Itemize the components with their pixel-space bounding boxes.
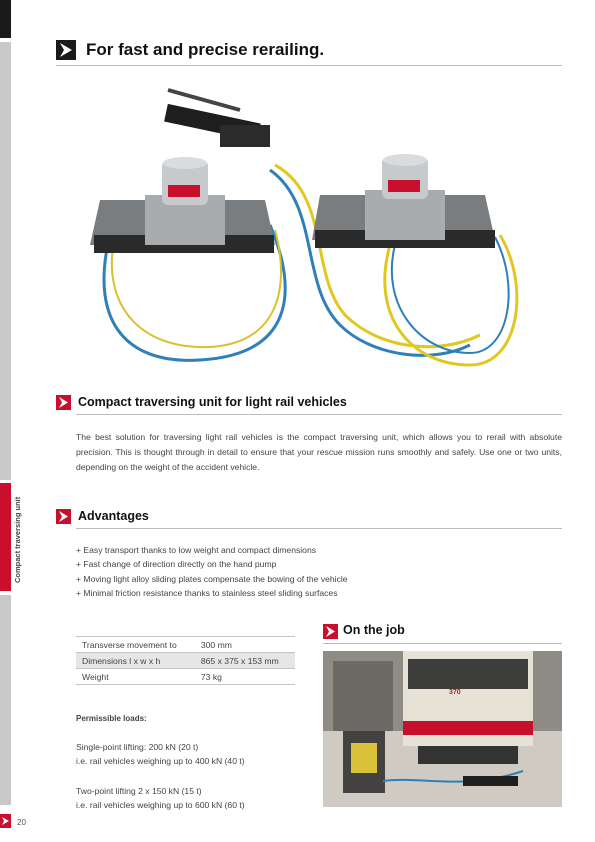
sidebar-top-block — [0, 0, 11, 38]
title-arrow-icon — [56, 40, 76, 60]
table-row — [76, 637, 295, 653]
on-the-job-photo — [323, 651, 562, 807]
load-line: i.e. rail vehicles weighing up to 400 kN (40 t) — [76, 755, 245, 766]
advantages-list — [76, 543, 348, 600]
advantage-item: + Minimal friction resistance thanks to stainless steel sliding surfaces — [76, 587, 338, 598]
side-label: Compact traversing unit — [13, 496, 22, 583]
advantages-divider — [76, 528, 562, 529]
section-heading-compact-unit: Compact traversing unit for light rail vehicles — [78, 395, 347, 409]
loads-title: Permissible loads: — [76, 714, 147, 723]
tram-number: 370 — [449, 689, 461, 696]
page-title: For fast and precise rerailing. — [86, 40, 325, 59]
table-row — [76, 669, 295, 685]
job-divider — [323, 643, 562, 644]
advantage-item: + Fast change of direction directly on the hand pump — [76, 559, 277, 570]
title-divider — [56, 65, 562, 66]
two-point-loads — [76, 785, 245, 812]
advantage-item: + Easy transport thanks to low weight and compact dimensions — [76, 545, 317, 555]
section-divider — [76, 414, 562, 415]
load-line: Two-point lifting 2 x 150 kN (15 t) — [76, 786, 202, 796]
advantages-arrow-icon — [56, 509, 71, 524]
table-row — [76, 653, 295, 669]
section-arrow-icon — [56, 395, 71, 410]
load-line: Single-point lifting: 200 kN (20 t) — [76, 742, 199, 752]
page-number: 20 — [17, 818, 26, 827]
spec-table — [76, 636, 295, 685]
spec-value: 865 x 375 x 153 mm — [200, 655, 279, 666]
spec-label: Dimensions l x w x h — [82, 655, 161, 666]
sidebar-grey-block — [0, 42, 11, 480]
job-arrow-icon — [323, 624, 338, 639]
spec-label: Weight — [82, 671, 109, 682]
sidebar-red-block — [0, 483, 11, 591]
spec-value: 73 kg — [200, 671, 222, 682]
advantage-item: + Moving light alloy sliding plates compensate the bowing of the vehicle — [76, 573, 348, 584]
intro-paragraph: The best solution for traversing light rail vehicles is the compact traversing unit, which allows you to rerail with absolute precision. This is thought through in detail to ensure that your rescue mission runs smoothly and safely. Use one or two units, depending on the weight of the accident vehicle. — [76, 432, 562, 472]
sidebar-grey-block-lower — [0, 595, 11, 805]
load-line: i.e. rail vehicles weighing up to 600 kN (60 t) — [76, 799, 245, 810]
sidebar — [0, 0, 11, 842]
single-point-loads — [76, 741, 245, 768]
spec-label: Transverse movement to — [82, 639, 177, 650]
traversing-unit-photo — [90, 85, 530, 385]
advantages-heading: Advantages — [78, 509, 149, 523]
page-number-arrow-icon — [0, 814, 11, 828]
spec-value: 300 mm — [200, 639, 232, 650]
on-the-job-heading: On the job — [343, 623, 405, 637]
